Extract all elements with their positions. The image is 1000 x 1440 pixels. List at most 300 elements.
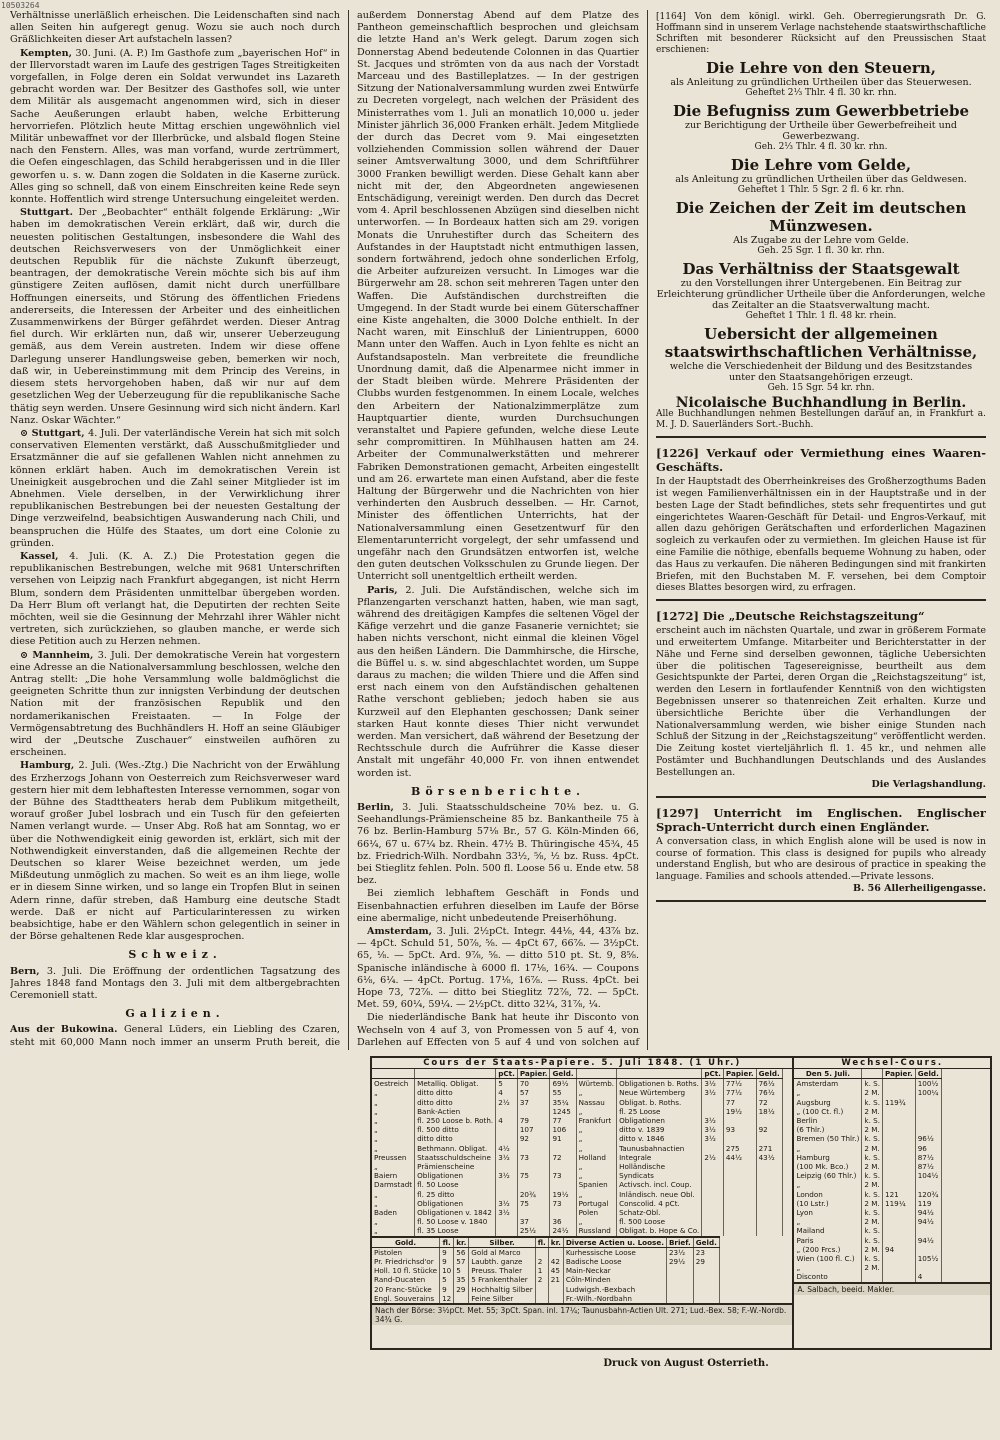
article-dateline: Kempten, xyxy=(20,47,76,59)
article-paragraph xyxy=(10,207,340,427)
table-cell xyxy=(550,1208,576,1217)
gold-table xyxy=(372,1236,720,1303)
table-cell: London xyxy=(794,1190,861,1199)
table-cell xyxy=(535,1285,548,1294)
table-header-row xyxy=(794,1069,941,1079)
table-cell xyxy=(550,1162,576,1171)
fx-row xyxy=(794,1107,941,1116)
article-text: 2. Juli. (Wes.-Ztg.) Die Nachricht von der Erwählung des Erzherzogs Johann von Oesterreich zum Reichsverweser ward gestern hier mit dem lebhaftesten Interesse vernommen, sogar von der Bühne des Stadttheaters herab dem Publikum mitgetheilt, worauf großer Jubel losbrach und ein Tusch für den gefeierten Namen verlangt wurde. — Unser Abg. Roß hat am Sonntag, wo er über die Nothwendigkeit einig geworden ist, erklärt, sich mit der Nothwendigkeit einverstanden, daß die allgemeinen Rechte der Deutschen so klarer Weise bezeichnet werden, um jede Mißdeutung unmöglich zu machen. So weit es an ihm liege, wolle er in diesem Sinne wirken, und so lange ein Tropfen Blut in seinen Adern rinne, dafür streben, daß Hamburg eine deutsche Stadt werde. Daß er nicht auf Particularinteressen zu wirken beabsichtige, habe er den Wählern schon gelegentlich in seiner in der Börse gehaltenen Rede klar ausgesprochen. xyxy=(10,760,340,943)
table-header-cell: pCt. xyxy=(496,1069,518,1079)
table-cell: Nassau xyxy=(576,1098,616,1107)
fx-row xyxy=(794,1245,941,1254)
table-cell: 3½ xyxy=(702,1079,724,1089)
ad-number: [1272] xyxy=(656,609,703,624)
table-cell: k. S. xyxy=(862,1079,883,1089)
table-cell: 119¾ xyxy=(883,1098,916,1107)
fx-row xyxy=(794,1171,941,1180)
fx-row xyxy=(794,1098,941,1107)
table-header-cell xyxy=(372,1069,415,1079)
table-cell: 72 xyxy=(550,1153,576,1162)
table-header-cell: kr. xyxy=(548,1237,563,1248)
table-cell xyxy=(883,1153,916,1162)
table-cell: Bank-Actien xyxy=(415,1107,496,1116)
table-cell xyxy=(496,1180,518,1189)
table-cell: 3½ xyxy=(702,1088,724,1097)
book-title: Das Verhältniss der Staatsgewalt xyxy=(682,260,960,278)
table-cell xyxy=(883,1217,916,1226)
table-cell: Neue Würtemberg xyxy=(617,1088,702,1097)
ad-intro: [1164] Von dem königl. wirkl. Geh. Oberregierungsrath Dr. G. Hoffmann sind in unserem Verlage nachstehende staatswirthschaftliche Schriften mit besonderer Rücksicht auf den Preussischen Staat erschienen: xyxy=(656,12,986,55)
table-cell xyxy=(756,1180,782,1189)
table-cell: 2 M. xyxy=(862,1217,883,1226)
table-cell: 35 xyxy=(454,1275,469,1284)
table-cell: Obligationen xyxy=(617,1116,702,1125)
table-cell: 5 Frankenthaler xyxy=(469,1275,535,1284)
fx-table xyxy=(794,1069,941,1282)
table-cell: Badische Loose xyxy=(563,1257,666,1266)
article-dateline: Hamburg, xyxy=(20,760,79,772)
stock-row xyxy=(372,1226,782,1235)
book-subtitle: zur Berichtigung der Urtheile über Gewerbefreiheit und Gewerbezwang. xyxy=(685,120,957,142)
table-cell: 29½ xyxy=(666,1257,693,1266)
table-cell: 44½ xyxy=(723,1153,756,1162)
news-galizien xyxy=(10,1024,340,1050)
table-cell: Preuss. Thaler xyxy=(469,1266,535,1275)
table-header-cell: pCt. xyxy=(702,1069,724,1079)
table-cell: ditto ditto xyxy=(415,1088,496,1097)
table-cell: 2 xyxy=(535,1275,548,1284)
table-cell: 23 xyxy=(693,1247,719,1257)
table-cell: fl. 250 Loose b. Roth. xyxy=(415,1116,496,1125)
article-text: Die niederländische Bank hat heute ihr Disconto von Wechseln von 4 auf 3, von Promessen von 5 auf 4, von Darlehen auf Effecten von 5 auf 4 und von solchen auf xyxy=(357,1012,639,1048)
table-cell: 4 xyxy=(496,1116,518,1125)
table-cell xyxy=(517,1107,550,1116)
stock-row xyxy=(372,1107,782,1116)
table-cell: „ xyxy=(372,1217,415,1226)
table-cell: 75 xyxy=(517,1199,550,1208)
table-cell: 77½ xyxy=(723,1079,756,1089)
table-header-cell: Geld. xyxy=(693,1237,719,1248)
table-cell: Laubth. ganze xyxy=(469,1257,535,1266)
table-cell xyxy=(723,1208,756,1217)
book-title: Die Befugniss zum Gewerbbetriebe xyxy=(672,102,970,120)
table-cell: 91 xyxy=(550,1134,576,1143)
table-cell xyxy=(550,1180,576,1189)
table-cell xyxy=(723,1134,756,1143)
article-text: 3. Juli. Staatsschuldscheine 70⅛ bez. u. G. Seehandlungs-Prämienscheine 85 bz. Bankantheile 75 à 76 bz. Berlin-Hamburg 57⅛ Br., 57 G. Köln-Minden 66, 66¼, 67 u. 67¼ bz. Rhein. 47½ B. Thüringische 45¾, 45 bz. Friedrich-Wilh. Nordbahn 33½, ⅝, ½ bz. Russ. 4pCt. bei Stieglitz fehlen. Poln. 500 fl. Loose 56 u. Ende etw. 58 bez. xyxy=(357,802,639,887)
table-cell xyxy=(723,1171,756,1180)
table-cell xyxy=(883,1263,916,1272)
stock-row xyxy=(372,1190,782,1199)
article-paragraph xyxy=(357,10,639,584)
table-cell: Amsterdam xyxy=(794,1079,861,1089)
table-cell: 2 M. xyxy=(862,1107,883,1116)
stock-row xyxy=(372,1088,782,1097)
table-cell: Holl. 10 fl. Stücke xyxy=(372,1266,440,1275)
table-cell xyxy=(756,1116,782,1125)
stock-row xyxy=(372,1079,782,1089)
table-cell: Lyon xyxy=(794,1208,861,1217)
table-cell: „ (100 Ct. fl.) xyxy=(794,1107,861,1116)
stock-row xyxy=(372,1125,782,1134)
table-cell: 94½ xyxy=(915,1236,941,1245)
news-schweiz xyxy=(10,966,340,1003)
table-cell: Pr. Friedrichsd'or xyxy=(372,1257,440,1266)
table-cell: „ xyxy=(576,1088,616,1097)
stock-row xyxy=(372,1180,782,1189)
book-price: Geheftet 2⅓ Thlr. 4 fl. 30 kr. rhn. xyxy=(745,88,897,98)
table-cell: „ xyxy=(372,1190,415,1199)
table-cell: Frankfurt xyxy=(576,1116,616,1125)
table-cell: Engl. Souverains xyxy=(372,1294,440,1303)
advertisement xyxy=(656,605,986,798)
table-cell: „ xyxy=(372,1199,415,1208)
table-cell xyxy=(666,1266,693,1275)
table-cell: 25½ xyxy=(517,1226,550,1235)
table-cell xyxy=(756,1208,782,1217)
table-cell xyxy=(496,1190,518,1199)
table-cell xyxy=(915,1107,941,1116)
table-cell: 3½ xyxy=(496,1208,518,1217)
book-title: Uebersicht der allgemeinen staatswirthschaftlichen Verhältnisse, xyxy=(664,325,978,361)
table-header-cell: Papier. xyxy=(883,1069,916,1079)
table-cell: „ xyxy=(372,1226,415,1235)
article-paragraph xyxy=(10,760,340,943)
article-dateline: Berlin, xyxy=(357,802,403,813)
table-cell: „ xyxy=(372,1088,415,1097)
table-cell xyxy=(915,1245,941,1254)
table-header-cell xyxy=(415,1069,496,1079)
table-cell: 1245 xyxy=(550,1107,576,1116)
book-subtitle: welche die Verschiedenheit der Bildung und des Besitzstandes unter den Staatsangehörigen erzeugt. xyxy=(669,361,973,383)
table-cell xyxy=(883,1144,916,1153)
table-cell: k. S. xyxy=(862,1153,883,1162)
table-cell: Hamburg xyxy=(794,1153,861,1162)
table-cell: 37 xyxy=(517,1217,550,1226)
table-cell xyxy=(702,1208,724,1217)
table-cell: 100¼ xyxy=(915,1088,941,1097)
fx-row xyxy=(794,1134,941,1143)
ad-number: [1226] xyxy=(656,446,707,461)
table-cell xyxy=(702,1217,724,1226)
table-cell xyxy=(550,1144,576,1153)
table-cell: 20¾ xyxy=(517,1190,550,1199)
table-cell: Würtemb. xyxy=(576,1079,616,1089)
table-cell xyxy=(862,1272,883,1281)
table-cell: k. S. xyxy=(862,1116,883,1125)
table-cell: Bremen (50 Thlr.) xyxy=(794,1134,861,1143)
fx-row xyxy=(794,1125,941,1134)
table-cell: 2 M. xyxy=(862,1180,883,1189)
fx-row xyxy=(794,1272,941,1281)
table-cell: 79 xyxy=(517,1116,550,1125)
article-text: Der „Beobachter“ enthält folgende Erklärung: „Wir haben im demokratischen Verein erklärt, daß wir, durch die neuesten politischen Gestaltungen, insbesondere die Wahl des deutschen Reichsverwesers von der Unmöglichkeit einer deutschen Republik für die nächste Zukunft überzeugt, beantragen, der demokratische Verein möchte sich bis auf ihm günstigere Zeiten auflösen, damit nicht durch unerfüllbare Hoffnungen einerseits, und Störung des öffentlichen Friedens andererseits, die Interessen der Arbeiter und des einheitlichen Zusammenwirkens der Bürger gefährdet werden. Dieser Antrag fiel durch. Wir erklärten nun, daß wir, unserer Ueberzeugung gemäß, aus dem Verein austreten. Indem wir diese offene Darlegung unserer Handlungsweise geben, bemerken wir noch, daß wir, in Uebereinstimmung mit dem Princip des Vereins, in diesem stets hervorgehoben haben, daß wir nur auf dem gesetzlichen Weg der Ueberzeugung für die republikanische Sache thätig seyn werden. Unsere Gesinnung wird sich nicht ändern. Karl Nanz. Oskar Wächter.“ xyxy=(10,207,340,426)
table-cell xyxy=(496,1107,518,1116)
column-3-ads xyxy=(656,10,986,1050)
fx-row xyxy=(794,1180,941,1189)
table-cell: 3½ xyxy=(702,1116,724,1125)
table-cell xyxy=(702,1098,724,1107)
stock-row xyxy=(372,1098,782,1107)
table-cell: 2 M. xyxy=(862,1263,883,1272)
table-cell: Conscolid. 4 pCt. xyxy=(617,1199,702,1208)
table-cell xyxy=(702,1199,724,1208)
table-cell: 275 xyxy=(723,1144,756,1153)
table-cell: k. S. xyxy=(862,1190,883,1199)
table-cell xyxy=(915,1226,941,1235)
table-cell: fl. 50 Loose xyxy=(415,1180,496,1189)
table-cell: Spanien xyxy=(576,1180,616,1189)
table-cell: 3½ xyxy=(496,1171,518,1180)
table-cell: ditto v. 1839 xyxy=(617,1125,702,1134)
table-cell xyxy=(883,1134,916,1143)
table-header-cell: fl. xyxy=(535,1237,548,1248)
table-cell: 12 xyxy=(440,1294,454,1303)
news-list-2 xyxy=(357,10,639,780)
table-cell xyxy=(702,1171,724,1180)
table-cell: 75 xyxy=(517,1171,550,1180)
table-cell xyxy=(756,1171,782,1180)
article-text: 4. Juli. (K. A. Z.) Die Protestation gegen die republikanischen Bestrebungen, welche mit 9681 Unterschriften versehen von Leipzig nach Frankfurt abgegangen, ist nicht Herrn Blum, sondern dem Präsidenten unmittelbar übergeben worden. Da Herr Blum oft verlangt hat, die Deputirten der rechten Seite möchten, weil sie die Gesinnung der Mehrzahl ihrer Wähler nicht vertreten, sich zurückziehen, so glauben manche, er werde sich diese Petition auch zu Herzen nehmen. xyxy=(10,550,340,648)
table-cell: 36 xyxy=(550,1217,576,1226)
table-cell xyxy=(702,1107,724,1116)
gold-row xyxy=(372,1275,719,1284)
table-cell xyxy=(548,1294,563,1303)
table-cell: 3½ xyxy=(496,1153,518,1162)
table-cell: 43½ xyxy=(756,1153,782,1162)
table-cell: 3½ xyxy=(496,1199,518,1208)
table-cell xyxy=(535,1247,548,1257)
table-cell: Inländisch. neue Obl. xyxy=(617,1190,702,1199)
book-price: Geheftet 1 Thlr. 1 fl. 48 kr. rhein. xyxy=(745,311,897,321)
fx-row xyxy=(794,1199,941,1208)
table-cell xyxy=(756,1199,782,1208)
stock-row xyxy=(372,1162,782,1171)
table-cell xyxy=(723,1190,756,1199)
article-paragraph xyxy=(10,650,340,760)
table-cell: 106 xyxy=(550,1125,576,1134)
table-header-cell: Geld. xyxy=(915,1069,941,1079)
table-cell: 18½ xyxy=(756,1107,782,1116)
table-cell: k. S. xyxy=(862,1171,883,1180)
stock-row xyxy=(372,1144,782,1153)
table-cell: k. S. xyxy=(862,1208,883,1217)
table-cell: Oestreich xyxy=(372,1079,415,1089)
table-cell: 2 M. xyxy=(862,1144,883,1153)
book-subtitle: Als Zugabe zu der Lehre vom Gelde. xyxy=(733,235,909,246)
article-dateline: Amsterdam, xyxy=(367,926,437,938)
table-cell: k. S. xyxy=(862,1236,883,1245)
table-cell xyxy=(756,1162,782,1171)
table-cell xyxy=(702,1190,724,1199)
table-cell: 10 xyxy=(440,1266,454,1275)
table-cell: 2 M. xyxy=(862,1125,883,1134)
table-cell: fl. 35 Loose xyxy=(415,1226,496,1235)
book-price: Geh. 2⅓ Thlr. 4 fl. 30 kr. rhn. xyxy=(754,142,888,152)
table-cell: 4 xyxy=(496,1088,518,1097)
table-cell: 19½ xyxy=(723,1107,756,1116)
table-cell xyxy=(496,1217,518,1226)
article-paragraph xyxy=(357,888,639,925)
table-cell: Baiern xyxy=(372,1171,415,1180)
table-header-cell: kr. xyxy=(454,1237,469,1248)
boerse-list xyxy=(357,802,639,1050)
table-cell: Leipzig (60 Thlr.) xyxy=(794,1171,861,1180)
article-text: Bei ziemlich lebhaftem Geschäft in Fonds und Eisenbahnactien erfuhren dieselben im Laufe der Börse eine abermalige, nicht unbedeutende Preiserhöhung. xyxy=(357,888,639,924)
gold-row xyxy=(372,1285,719,1294)
table-cell xyxy=(702,1180,724,1189)
table-cell xyxy=(702,1226,724,1235)
table-cell xyxy=(723,1226,756,1235)
table-cell xyxy=(693,1285,719,1294)
table-cell: 5 xyxy=(454,1266,469,1275)
table-cell xyxy=(756,1217,782,1226)
table-cell xyxy=(883,1272,916,1281)
fx-row xyxy=(794,1153,941,1162)
table-cell xyxy=(548,1285,563,1294)
table-cell: 120¾ xyxy=(915,1190,941,1199)
fx-row xyxy=(794,1226,941,1235)
table-cell: 107 xyxy=(517,1125,550,1134)
article-text: 3. Juli. Der demokratische Verein hat vorgestern eine Adresse an die Nationalversammlung beschlossen, welche den Antrag stellt: „Die hohe Versammlung wolle baldmöglichst die geeigneten Schritte thun zur innigsten Verbindung der deutschen Nation mit der französischen Republik und den nordamerikanischen Freistaaten. — In Folge der Vermögensabtretung des Buchhändlers H. Hoff an seine Gläubiger wird der „Deutsche Zuschauer“ einstweilen aufhören zu erscheinen. xyxy=(10,649,340,759)
article-text: General Lüders, ein Liebling des Czaren, steht mit 60,000 Mann noch immer an unserm Pruth bereit, die xyxy=(10,1024,340,1048)
article-paragraph xyxy=(357,1012,639,1050)
article-dateline: Kassel, xyxy=(20,550,70,562)
article-paragraph xyxy=(10,10,340,47)
table-cell: 24½ xyxy=(550,1226,576,1235)
table-cell xyxy=(535,1294,548,1303)
table-header-cell: Den 5. Juli. xyxy=(794,1069,861,1079)
table-cell xyxy=(883,1254,916,1263)
table-cell: 5 xyxy=(496,1079,518,1089)
table-cell: 76½ xyxy=(756,1079,782,1089)
table-cell: Obligationen xyxy=(415,1171,496,1180)
table-header-cell: Brief. xyxy=(666,1237,693,1248)
table-cell: (100 Mk. Bco.) xyxy=(794,1162,861,1171)
table-cell: 121 xyxy=(883,1190,916,1199)
book-subtitle: als Anleitung zu gründlichen Urtheilen über das Steuerwesen. xyxy=(670,77,972,88)
table-cell: „ xyxy=(576,1144,616,1153)
book-subtitle: zu den Vorstellungen ihrer Untergebenen. Ein Beitrag zur Erleichterung gründlicher Urtheile über die Anforderungen, welche das Zeitalter an die Staatsverwaltung macht. xyxy=(656,278,986,311)
table-cell xyxy=(454,1294,469,1303)
table-header-cell: Diverse Actien u. Loose. xyxy=(563,1237,666,1248)
article-dateline: Bern, xyxy=(10,965,47,977)
ad-signature: B. 56 Allerheiligengasse. xyxy=(852,882,986,894)
table-cell xyxy=(666,1275,693,1284)
main-columns xyxy=(10,10,992,1050)
fx-row xyxy=(794,1088,941,1097)
ad-footnote: Alle Buchhandlungen nehmen Bestellungen darauf an, in Frankfurt a. M. J. D. Sauerländers Sort.-Buchh. xyxy=(656,409,986,431)
stock-row xyxy=(372,1208,782,1217)
fx-row xyxy=(794,1162,941,1171)
table-cell xyxy=(915,1125,941,1134)
table-cell: 5 xyxy=(440,1275,454,1284)
table-cell: 70 xyxy=(517,1079,550,1089)
stock-row xyxy=(372,1153,782,1162)
table-cell xyxy=(723,1180,756,1189)
table-cell: 21 xyxy=(548,1275,563,1284)
advertisement xyxy=(656,802,986,902)
book-price: Geh. 25 Sgr. 1 fl. 30 kr. rhn. xyxy=(757,246,885,256)
table-cell: 104½ xyxy=(915,1171,941,1180)
ad-heading xyxy=(656,806,986,834)
table-cell: Metalliq. Obligat. xyxy=(415,1079,496,1089)
article-text: 2. Juli. Die Aufständischen, welche sich im Pflanzengarten verschanzt hatten, haben, wie man sagt, während des dreitägigen Kampfes die seltenen Vögel der Käfige verzehrt und die ganze Fasanerie vernichtet; sie haben nichts verschont, nicht einmal die kleinen Vögel aus den heißen Ländern. Die Dammhirsche, die Hirsche, die Büffel u. s. w. sind abgeschlachtet worden, um Suppe daraus zu machen; die wilden Thiere und die Affen sind erst nach einem von den Aufständischen gehaltenen Rathe verschont geblieben; jedoch haben sie aus Kurzweil auf den Elephanten geschossen; Dank seiner starken Haut konnte dieses Thier nicht verwundet werden. Man versichert, daß während der Besetzung der Rechtsschule durch die Aufrührer die Kasse dieser Anstalt mit ungefähr 40,000 Fr. von ihnen entwendet worden ist. xyxy=(357,584,640,779)
ad-body: In der Hauptstadt des Oberrheinkreises des Großherzogthums Baden ist wegen Familienverhältnissen ein in der Hauptstraße und in der besten Lage der Stadt befindliches, stets sehr frequentirtes und gut eingerichtetes Waaren-Geschäft für Detail- und Engros-Verkauf, mit allen dazu gehörigen Gerätschaften und erforderlichen Magazinen sogleich zu verkaufen oder zu vermiethen. Im gleichen Hause ist für eine Familie die nöthige, ebenfalls bequeme Wohnung zu haben, oder das Haus zu verkaufen. Die näheren Bedingungen sind mit frankirten Briefen, mit den Buchstaben M. F. versehen, bei dem Comptoir dieses Blattes besorgen wird, zu erfragen. xyxy=(656,476,986,594)
stock-row xyxy=(372,1134,782,1143)
printer-line: Druck von August Osterrieth. xyxy=(603,1358,769,1369)
fx-row xyxy=(794,1190,941,1199)
book-price: Geheftet 1 Thlr. 5 Sgr. 2 fl. 6 kr. rhn. xyxy=(737,185,905,195)
stock-table xyxy=(372,1069,783,1236)
table-cell: k. S. xyxy=(862,1098,883,1107)
table-cell: 96½ xyxy=(915,1134,941,1143)
fx-row xyxy=(794,1079,941,1089)
table-cell xyxy=(756,1226,782,1235)
table-cell: 76½ xyxy=(756,1088,782,1097)
table-header-row xyxy=(372,1237,719,1248)
table-cell: 87½ xyxy=(915,1153,941,1162)
table-cell xyxy=(883,1162,916,1171)
book-title: Die Lehre von den Steuern, xyxy=(706,59,936,77)
article-text: 3. Juli. Die Eröffnung der ordentlichen Tagsatzung des Jahres 1848 fand Montags den 3. Juli mit dem altbergebrachten Ceremoniell statt. xyxy=(10,965,340,1002)
table-cell: „ xyxy=(372,1134,415,1143)
table-cell: k. S. xyxy=(862,1134,883,1143)
table-cell xyxy=(883,1171,916,1180)
table-cell: Darmstadt xyxy=(372,1180,415,1189)
fx-row xyxy=(794,1217,941,1226)
table-cell: Bethmann. Obligat. xyxy=(415,1144,496,1153)
fx-table-title: Wechsel-Cours. xyxy=(794,1058,990,1069)
table-cell: 87½ xyxy=(915,1162,941,1171)
table-cell: Russland xyxy=(576,1226,616,1235)
table-cell: 94½ xyxy=(915,1217,941,1226)
table-cell: 4½ xyxy=(496,1144,518,1153)
article-text: 4. Juli. Der vaterländische Verein hat sich mit solch conservativen Elementen verstärkt, daß Ausschußmitglieder und Ersatzmänner die auf sie gefallenen Wahlen nicht annehmen zu können erklärt haben. Auch im demokratischen Verein ist Uneinigkeit ausgebrochen und die Zahl seiner Mitglieder ist im Abnehmen. Viele derselben, in der Verwirklichung ihrer republikanischen Bestrebungen bei der neuesten Gestaltung der Dinge verzweifelnd, beabsichtigen Auswanderung nach Chili, und beanspruchen die Hülfe des Staates, um dort eine Colonie zu gründen. xyxy=(10,427,340,549)
table-cell: 56 xyxy=(454,1247,469,1257)
fx-row xyxy=(794,1144,941,1153)
article-paragraph xyxy=(357,585,639,780)
table-cell: Rand-Ducaten xyxy=(372,1275,440,1284)
table-cell: 73 xyxy=(550,1171,576,1180)
table-cell: 35¼ xyxy=(550,1098,576,1107)
table-cell xyxy=(756,1134,782,1143)
table-header-cell xyxy=(576,1069,616,1079)
page-id: 10503264 xyxy=(1,1,40,10)
table-cell: 3½ xyxy=(702,1134,724,1143)
book-title: Die Lehre vom Gelde, xyxy=(730,156,912,174)
table-cell: „ xyxy=(372,1107,415,1116)
table-cell: „ xyxy=(576,1125,616,1134)
table-cell: 57 xyxy=(454,1257,469,1266)
table-cell: fl. 50 Loose v. 1840 xyxy=(415,1217,496,1226)
table-cell: 2 xyxy=(535,1257,548,1266)
table-cell xyxy=(723,1217,756,1226)
table-cell: 73 xyxy=(550,1199,576,1208)
table-cell: Cöln-Minden xyxy=(563,1275,666,1284)
table-cell: k. S. xyxy=(862,1254,883,1263)
table-cell xyxy=(702,1144,724,1153)
table-cell: 105½ xyxy=(915,1254,941,1263)
table-cell: „ xyxy=(794,1217,861,1226)
fx-row xyxy=(794,1236,941,1245)
table-cell: 29 xyxy=(693,1257,719,1266)
article-paragraph xyxy=(10,1024,340,1050)
fx-sign: A. Salbach, beeid. Makler. xyxy=(794,1282,990,1295)
table-cell: Portugal xyxy=(576,1199,616,1208)
table-header-cell: Geld. xyxy=(550,1069,576,1079)
table-cell: Gold al Marco xyxy=(469,1247,535,1257)
